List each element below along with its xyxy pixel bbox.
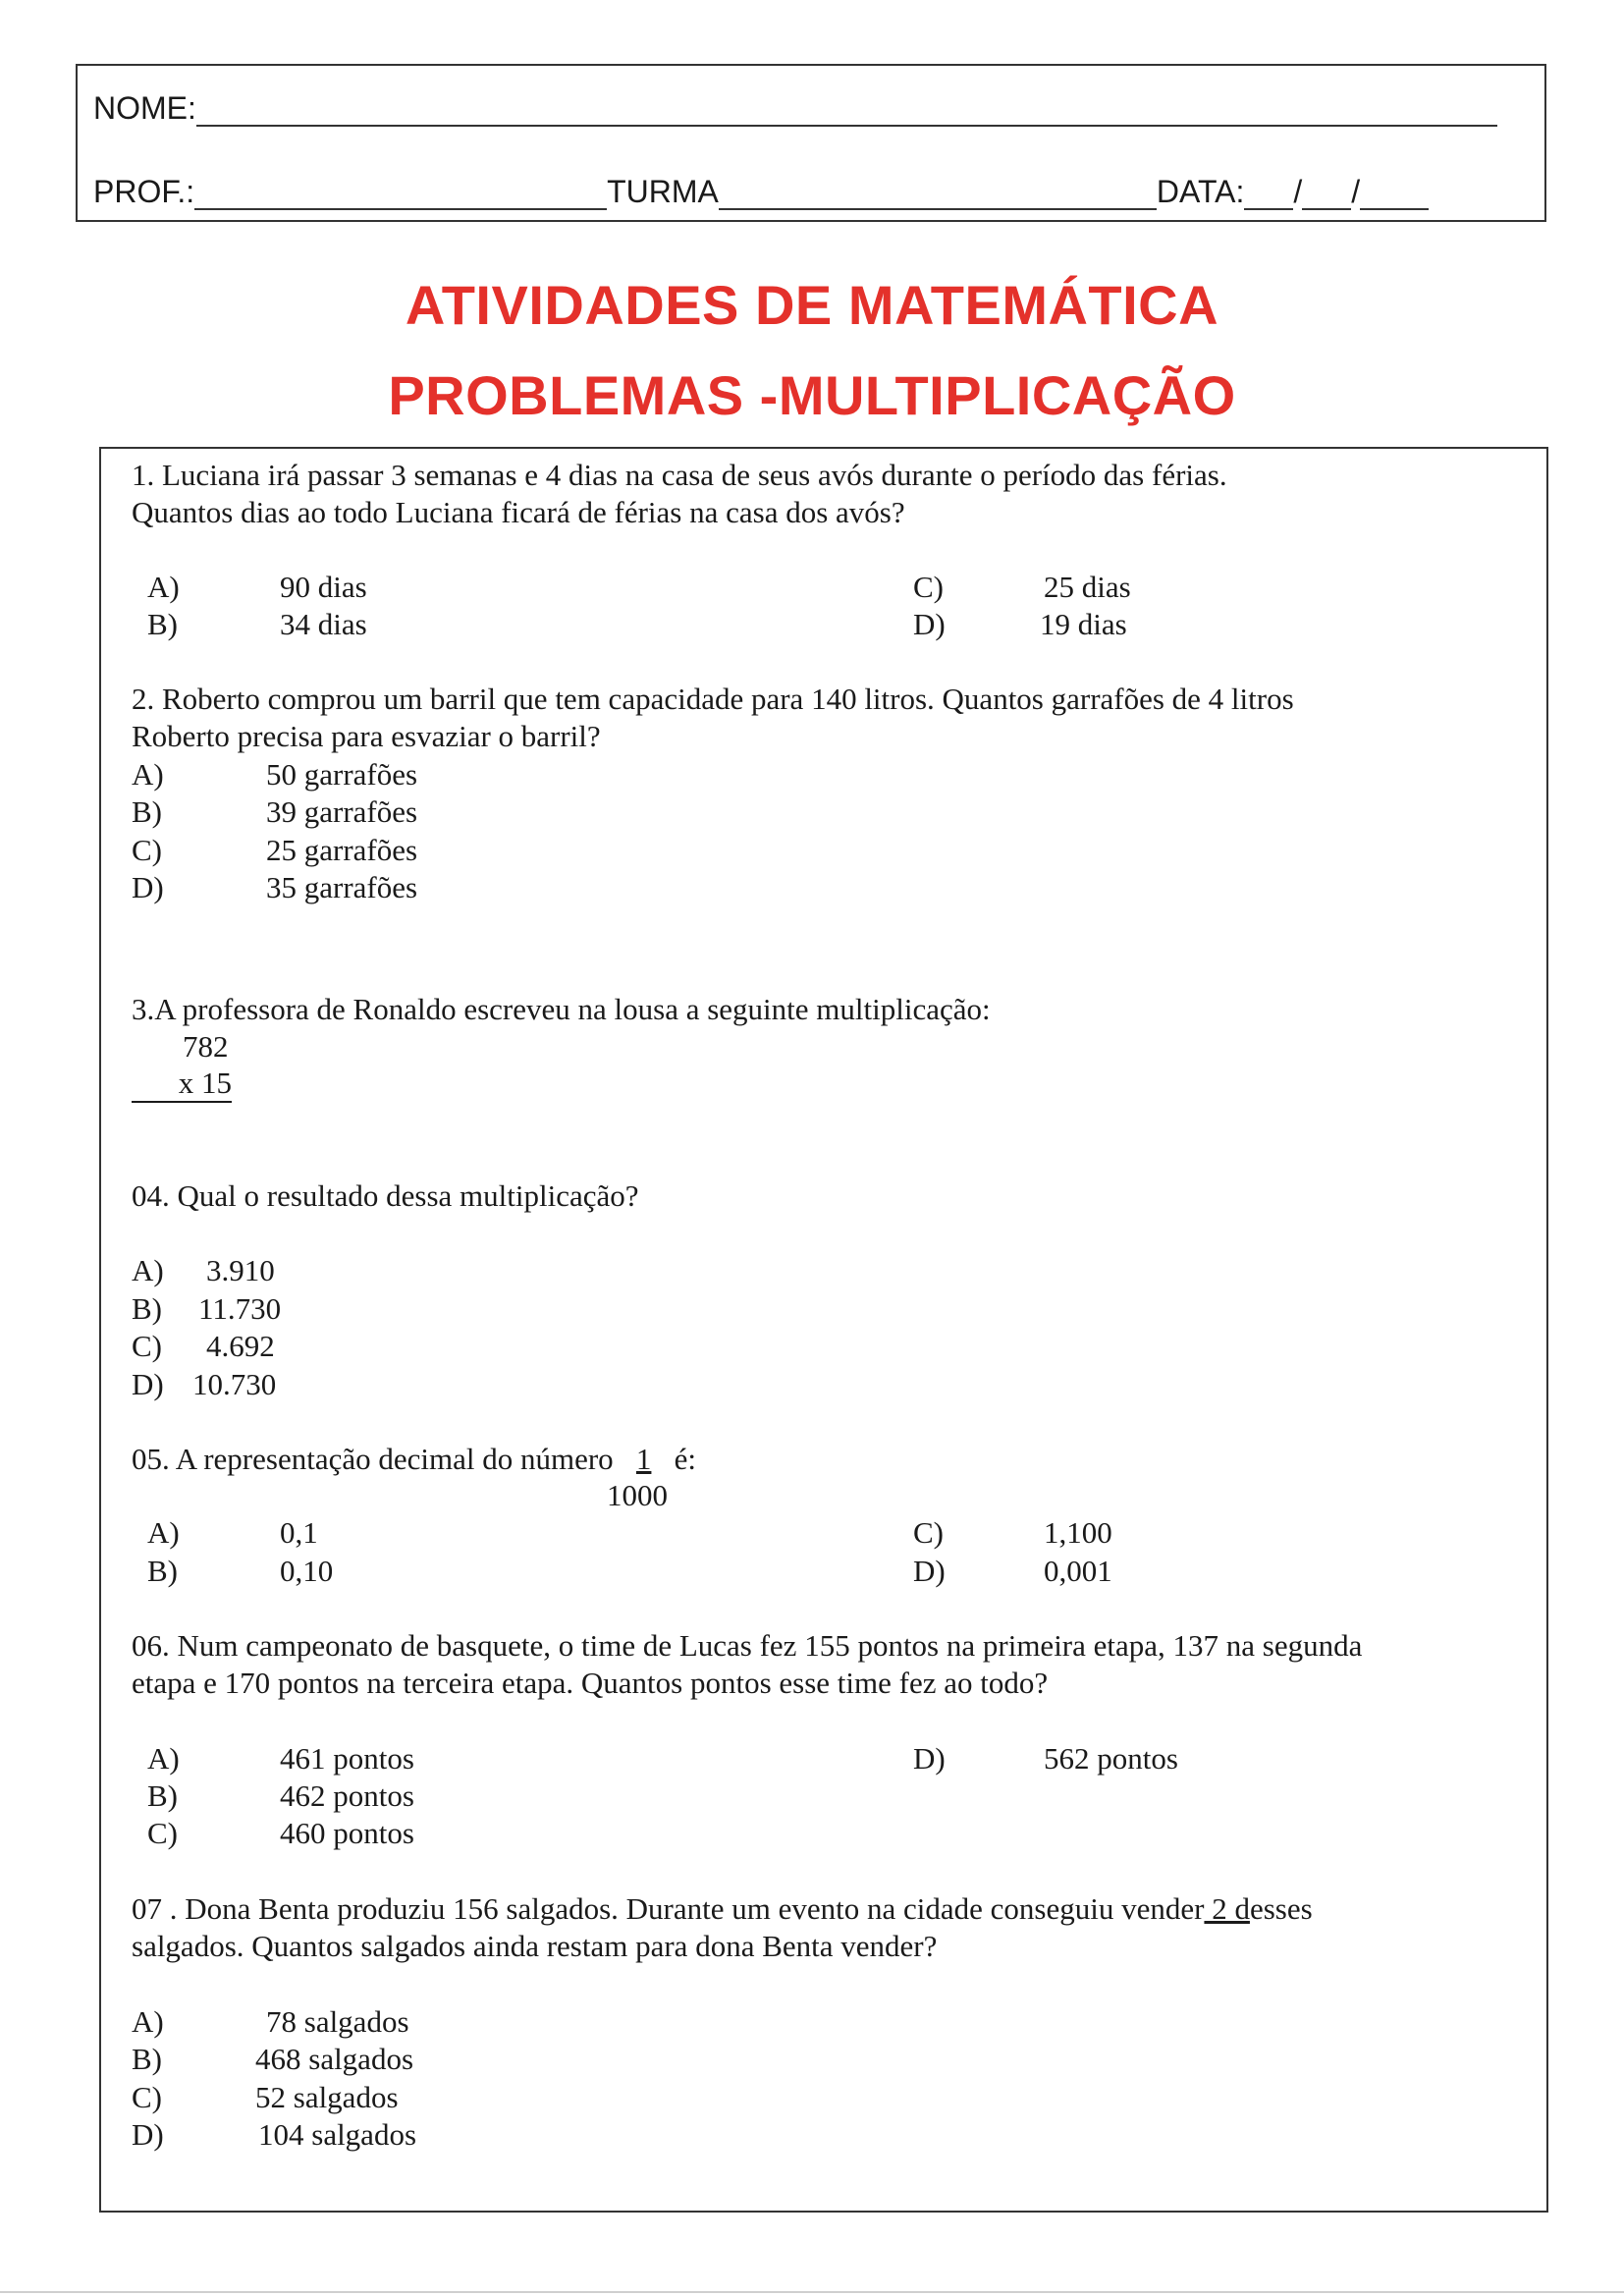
option-value: 3.910 bbox=[206, 1253, 275, 1287]
option-value: 78 salgados bbox=[266, 2004, 409, 2039]
questions-box bbox=[99, 447, 1548, 2213]
option-value: 468 salgados bbox=[255, 2042, 414, 2076]
option-value: 52 salgados bbox=[255, 2080, 399, 2114]
fraction-denominator: 1000 bbox=[607, 1478, 668, 1512]
question-5-text bbox=[132, 1441, 696, 1478]
option-letter: D) bbox=[132, 870, 164, 904]
prof-field-line[interactable] bbox=[194, 177, 607, 210]
option-value: 25 dias bbox=[1044, 570, 1131, 604]
option-letter: B) bbox=[132, 794, 162, 829]
option-letter: B) bbox=[132, 1291, 162, 1326]
question-7-text bbox=[132, 1890, 1313, 1928]
student-info-header bbox=[76, 64, 1546, 222]
option-letter: A) bbox=[147, 570, 180, 604]
option-letter: D) bbox=[913, 1741, 946, 1776]
option-letter: C) bbox=[913, 570, 944, 604]
turma-label: TURMA bbox=[607, 174, 719, 209]
question-1-text: Quantos dias ao todo Luciana ficará de férias na casa dos avós? bbox=[132, 495, 905, 529]
option-letter: D) bbox=[913, 1554, 946, 1588]
date-slash: / bbox=[1293, 174, 1303, 209]
option-value: 4.692 bbox=[206, 1329, 275, 1363]
option-letter: D) bbox=[132, 1367, 164, 1401]
option-value: 0,10 bbox=[280, 1554, 334, 1588]
page-title: ATIVIDADES DE MATEMÁTICA bbox=[405, 274, 1219, 336]
option-value: 562 pontos bbox=[1044, 1741, 1178, 1776]
question-7-prefix: 07 . Dona Benta produziu 156 salgados. Durante um evento na cidade conseguiu vender bbox=[132, 1891, 1205, 1926]
option-value: 0,001 bbox=[1044, 1554, 1112, 1588]
name-label: NOME: bbox=[93, 90, 196, 126]
page-subtitle: PROBLEMAS -MULTIPLICAÇÃO bbox=[388, 364, 1236, 426]
option-value: 462 pontos bbox=[280, 1778, 414, 1813]
option-letter: A) bbox=[132, 757, 164, 792]
question-6-text: etapa e 170 pontos na terceira etapa. Quantos pontos esse time fez ao todo? bbox=[132, 1666, 1049, 1700]
option-value: 19 dias bbox=[1040, 607, 1127, 641]
option-letter: C) bbox=[132, 2080, 162, 2114]
question-2-text: Roberto precisa para esvaziar o barril? bbox=[132, 719, 601, 753]
date-slash: / bbox=[1351, 174, 1361, 209]
option-value: 461 pontos bbox=[280, 1741, 414, 1776]
data-label: DATA: bbox=[1156, 174, 1245, 209]
option-letter: B) bbox=[132, 2042, 162, 2076]
question-5-suffix: é: bbox=[674, 1442, 697, 1476]
option-letter: C) bbox=[132, 1329, 162, 1363]
prof-label: PROF.: bbox=[93, 174, 195, 209]
option-value: 0,1 bbox=[280, 1515, 318, 1550]
option-value: 1,100 bbox=[1044, 1515, 1112, 1550]
option-letter: B) bbox=[147, 1554, 178, 1588]
question-7-suffix: esses bbox=[1249, 1891, 1313, 1926]
multiplicand: 782 bbox=[183, 1029, 229, 1064]
option-value: 34 dias bbox=[280, 607, 367, 641]
day-field-line[interactable] bbox=[1244, 177, 1293, 210]
fraction-mark: 2 d bbox=[1204, 1891, 1250, 1926]
question-1-text: 1. Luciana irá passar 3 semanas e 4 dias na casa de seus avós durante o período das férias. bbox=[132, 458, 1227, 492]
question-3-text: 3.A professora de Ronaldo escreveu na lousa a seguinte multiplicação: bbox=[132, 992, 991, 1026]
turma-field-line[interactable] bbox=[719, 177, 1157, 210]
option-value: 50 garrafões bbox=[266, 757, 418, 792]
option-value: 90 dias bbox=[280, 570, 367, 604]
option-letter: B) bbox=[147, 607, 178, 641]
option-value: 39 garrafões bbox=[266, 794, 418, 829]
fraction-numerator: 1 bbox=[635, 1442, 652, 1476]
multiplier: x 15 bbox=[132, 1066, 232, 1103]
option-value: 35 garrafões bbox=[266, 870, 418, 904]
name-field-line[interactable] bbox=[196, 93, 1497, 127]
option-value: 460 pontos bbox=[280, 1816, 414, 1850]
option-letter: A) bbox=[132, 2004, 164, 2039]
scan-edge-line bbox=[0, 2291, 1624, 2293]
option-letter: D) bbox=[132, 2117, 164, 2152]
option-value: 10.730 bbox=[192, 1367, 277, 1401]
option-letter: C) bbox=[147, 1816, 178, 1850]
option-letter: A) bbox=[132, 1253, 164, 1287]
option-letter: C) bbox=[913, 1515, 944, 1550]
question-6-text: 06. Num campeonato de basquete, o time de Lucas fez 155 pontos na primeira etapa, 137 na segunda bbox=[132, 1628, 1363, 1663]
option-letter: D) bbox=[913, 607, 946, 641]
option-letter: A) bbox=[147, 1515, 180, 1550]
month-field-line[interactable] bbox=[1302, 177, 1351, 210]
name-row bbox=[93, 90, 1497, 127]
question-2-text: 2. Roberto comprou um barril que tem capacidade para 140 litros. Quantos garrafões de 4 litros bbox=[132, 682, 1294, 716]
question-7-text: salgados. Quantos salgados ainda restam para dona Benta vender? bbox=[132, 1929, 938, 1963]
option-value: 25 garrafões bbox=[266, 833, 418, 867]
option-letter: C) bbox=[132, 833, 162, 867]
year-field-line[interactable] bbox=[1360, 177, 1429, 210]
prof-row bbox=[93, 174, 1429, 210]
question-5-prefix: 05. A representação decimal do número bbox=[132, 1442, 614, 1476]
question-4-text: 04. Qual o resultado dessa multiplicação? bbox=[132, 1178, 639, 1213]
option-letter: A) bbox=[147, 1741, 180, 1776]
option-letter: B) bbox=[147, 1778, 178, 1813]
option-value: 104 salgados bbox=[258, 2117, 417, 2152]
option-value: 11.730 bbox=[198, 1291, 282, 1326]
